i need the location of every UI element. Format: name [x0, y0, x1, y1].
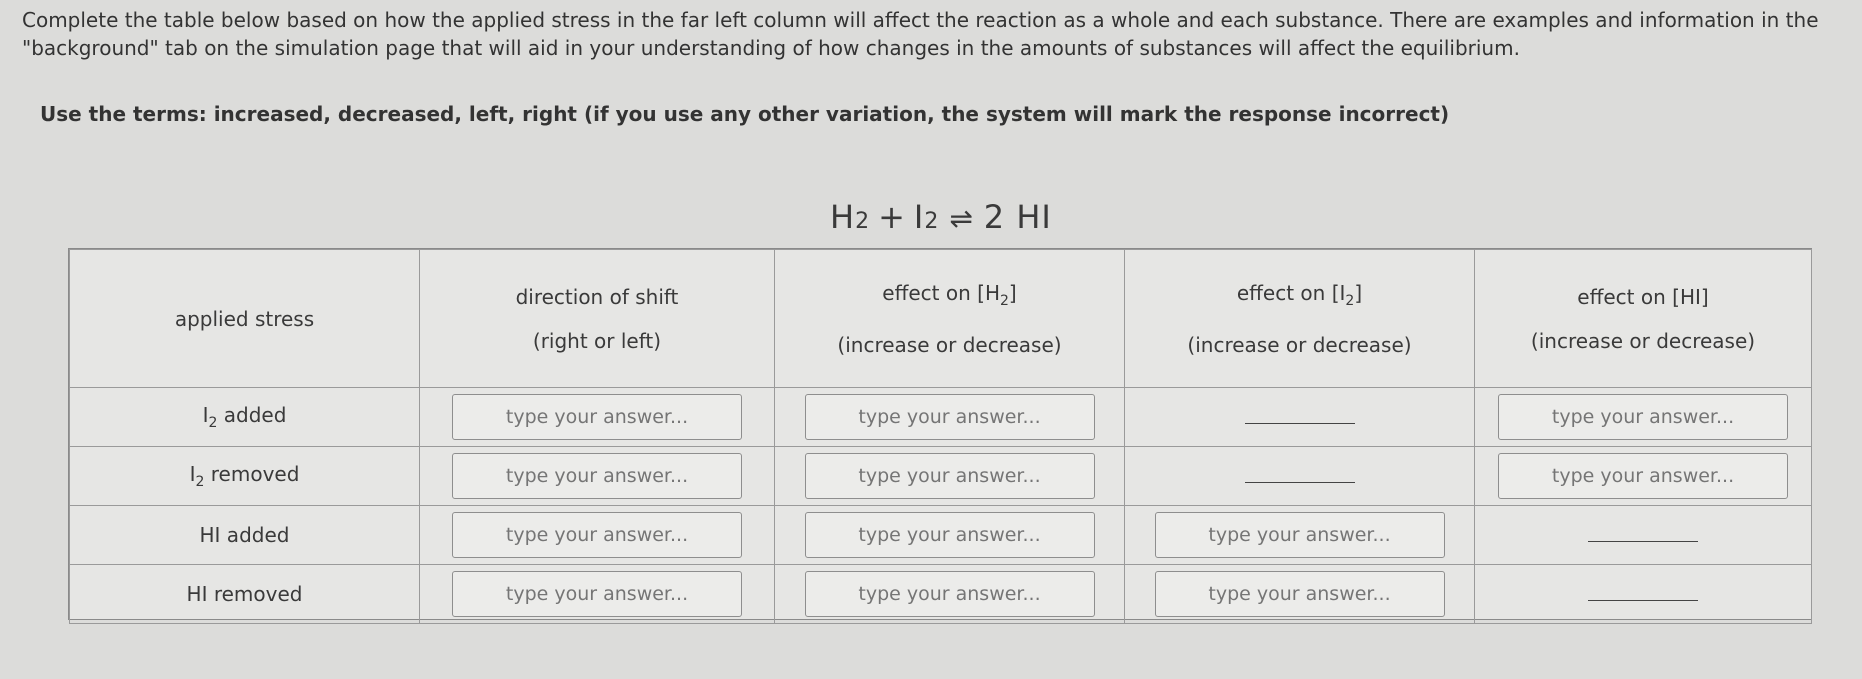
- blank-line: [1245, 405, 1355, 424]
- stress-i2-added: [70, 388, 420, 447]
- table-row: [70, 447, 1812, 506]
- cell-shift: [420, 447, 775, 506]
- stress-text: I: [202, 403, 209, 427]
- answer-input-i2-hi-removed[interactable]: [1155, 571, 1445, 617]
- cell-shift: [420, 388, 775, 447]
- cell-shift: [420, 565, 775, 624]
- cell-h2: [775, 565, 1125, 624]
- stress-text: I: [189, 462, 196, 486]
- cell-i2: [1125, 388, 1475, 447]
- answer-input-shift-hi-added[interactable]: [452, 512, 742, 558]
- answer-input-shift-i2-removed[interactable]: [452, 453, 742, 499]
- equation-h-sub: 2: [855, 209, 871, 234]
- equation-plus: +: [878, 198, 906, 236]
- table-row: [70, 388, 1812, 447]
- header-hi-line2: (increase or decrease): [1530, 328, 1756, 353]
- header-h2-line2: (increase or decrease): [837, 332, 1062, 357]
- header-shift-line1: direction of shift: [515, 284, 679, 309]
- cell-i2: [1125, 447, 1475, 506]
- blank-line: [1245, 464, 1355, 483]
- cell-hi: [1475, 506, 1812, 565]
- stress-text: HI removed: [186, 582, 303, 606]
- stress-sub: 2: [208, 415, 218, 431]
- cell-i2: [1125, 565, 1475, 624]
- stress-text: HI added: [199, 523, 290, 547]
- header-effect-h2: [775, 250, 1125, 388]
- answer-input-hi-i2-removed[interactable]: [1498, 453, 1788, 499]
- stress-text-b: removed: [204, 462, 300, 486]
- stress-hi-added: [70, 506, 420, 565]
- stress-sub: 2: [195, 474, 205, 490]
- answer-input-h2-hi-removed[interactable]: [805, 571, 1095, 617]
- answer-input-h2-i2-removed[interactable]: [805, 453, 1095, 499]
- header-stress-label: applied stress: [174, 306, 315, 331]
- cell-hi: [1475, 447, 1812, 506]
- equilibrium-arrow-icon: ⇌: [949, 202, 974, 235]
- reaction-equation: [830, 198, 1052, 236]
- cell-hi: [1475, 388, 1812, 447]
- stress-hi-removed: [70, 565, 420, 624]
- equilibrium-table: [68, 248, 1812, 620]
- blank-line: [1588, 582, 1698, 601]
- table-row: [70, 565, 1812, 624]
- instructions-paragraph: Complete the table below based on how the applied stress in the far left column will affect the reaction as a whole and each substance. There are examples and information in the "background" tab on the simulation page that will aid in your understanding of how changes in the amounts of substances will affect the equilibrium.: [22, 8, 1819, 60]
- table-header-row: [70, 250, 1812, 388]
- stress-i2-removed: [70, 447, 420, 506]
- cell-i2: [1125, 506, 1475, 565]
- header-i2-line1: [1126, 278, 1473, 316]
- equation-i-sub: 2: [924, 209, 940, 234]
- answer-input-h2-i2-added[interactable]: [805, 394, 1095, 440]
- stress-text-b: added: [217, 403, 287, 427]
- cell-h2: [775, 506, 1125, 565]
- header-hi-line1: effect on [HI]: [1577, 284, 1709, 309]
- cell-hi: [1475, 565, 1812, 624]
- cell-h2: [775, 388, 1125, 447]
- header-h2-bracket: ]: [1008, 280, 1017, 305]
- header-h2-line1: [776, 278, 1123, 316]
- blank-line: [1588, 523, 1698, 542]
- header-h2-text: effect on [H: [882, 280, 1000, 305]
- equation-product: 2 HI: [983, 198, 1052, 236]
- header-effect-hi: [1475, 250, 1812, 388]
- header-h2-sub: 2: [999, 292, 1009, 309]
- equation-h: H: [830, 198, 856, 236]
- header-i2-line2: (increase or decrease): [1187, 332, 1412, 357]
- answer-input-i2-hi-added[interactable]: [1155, 512, 1445, 558]
- cell-h2: [775, 447, 1125, 506]
- table-row: [70, 506, 1812, 565]
- answer-input-shift-hi-removed[interactable]: [452, 571, 742, 617]
- header-i2-sub: 2: [1345, 292, 1355, 309]
- instructions-terms: Use the terms: increased, decreased, left, right (if you use any other variation, the system will mark the response incorrect): [40, 102, 1450, 126]
- answer-input-hi-i2-added[interactable]: [1498, 394, 1788, 440]
- header-i2-text: effect on [I: [1236, 280, 1346, 305]
- header-direction-of-shift: [420, 250, 775, 388]
- answer-input-h2-hi-added[interactable]: [805, 512, 1095, 558]
- header-i2-bracket: ]: [1354, 280, 1363, 305]
- header-shift-line2: (right or left): [532, 328, 662, 353]
- header-applied-stress: [70, 250, 420, 388]
- cell-shift: [420, 506, 775, 565]
- header-effect-i2: [1125, 250, 1475, 388]
- equation-i: I: [913, 198, 925, 236]
- answer-input-shift-i2-added[interactable]: [452, 394, 742, 440]
